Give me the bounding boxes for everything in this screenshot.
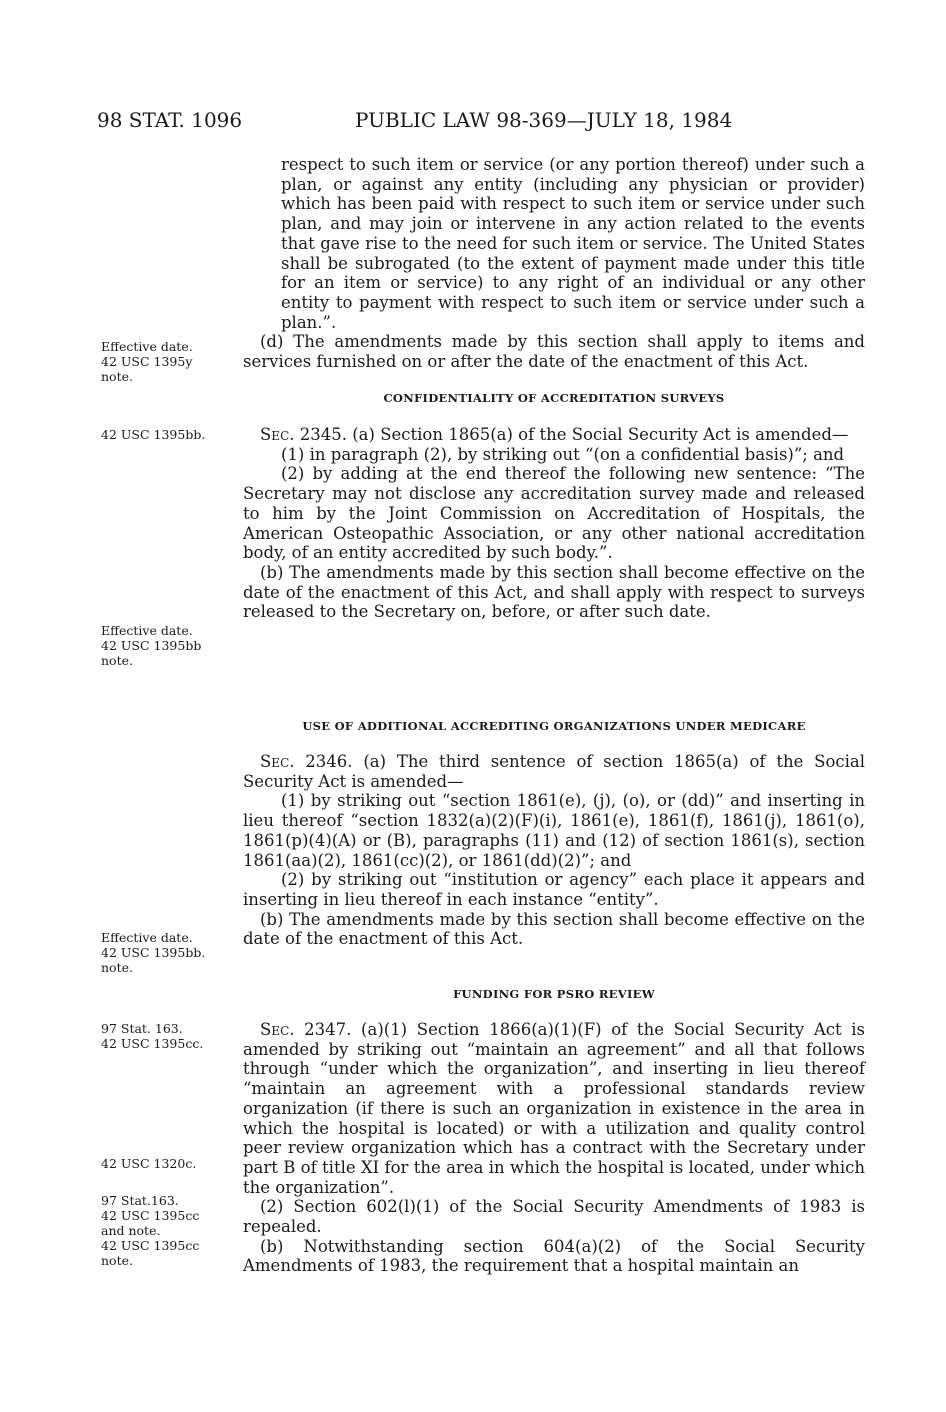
- margin-line: 42 USC 1395bb.: [101, 945, 206, 960]
- section-2346: [243, 752, 865, 949]
- paragraph-text: (b) The amendments made by this section shall become effective on the date of the enactment of this Act, and shall apply with respect to surveys released to the Secretary on, before, or after such date.: [243, 562, 865, 622]
- subsection-d: [243, 332, 865, 371]
- section-label: Sec.: [260, 425, 295, 444]
- paragraph-text: (1) by striking out “section 1861(e), (j), (o), or (dd)” and inserting in lieu thereof “section 1832(a)(2)(F)(i), 1861(e), 1861(f), 1861(j), 1861(o), 1861(p)(4)(A) or (B), paragraphs (11) and (12) of section 1861(s), section 1861(aa)(2), 1861(cc)(2), or 1861(dd)(2)”; and: [243, 791, 865, 870]
- section-label: Sec.: [260, 752, 295, 771]
- paragraph-text: (1) in paragraph (2), by striking out “(on a confidential basis)”; and: [281, 444, 845, 464]
- margin-line: 42 USC 1395cc: [101, 1238, 200, 1253]
- section-2347: [243, 1020, 865, 1276]
- paragraph-text: 2346. (a) The third sentence of section 1865(a) of the Social Security Act is amended—: [243, 752, 866, 791]
- margin-line: note.: [101, 960, 133, 975]
- margin-line: note.: [101, 1253, 133, 1268]
- margin-note-effective-date-3: [101, 930, 231, 975]
- paragraph-text: (d) The amendments made by this section shall apply to items and services furnished on or after the date of the enactment of this Act.: [243, 332, 865, 372]
- margin-note-effective-date-2: [101, 623, 231, 668]
- margin-line: Effective date.: [101, 930, 193, 945]
- margin-line: 42 USC 1395bb: [101, 638, 202, 653]
- paragraph-text: (2) by adding at the end thereof the following new sentence: “The Secretary may not disclose any accreditation survey made and released to him by the Joint Commission on Accreditation of Hospitals, the American Osteopathic Association, or any other national accreditation body, of an entity accredited by such body.”.: [243, 464, 865, 563]
- paragraph-text: (2) by striking out “institution or agency” each place it appears and inserting in lieu thereof in each instance “entity”.: [243, 870, 865, 909]
- margin-line: Effective date.: [101, 623, 193, 638]
- paragraph-text: 2347. (a)(1) Section 1866(a)(1)(F) of the Social Security Act is amended by striking out “maintain an agreement” and all that follows through “under which the organization”, and inserting in lieu thereof “maintain an agreement with a professional standards review organization (if there is such an organization in existence in the area in which the hospital is located) or with a utilization and quality control peer review organization which has a contract with the Secretary under part B of title XI for the area in which the hospital is located, under which the organization”.: [243, 1020, 866, 1197]
- margin-line: Effective date.: [101, 339, 193, 354]
- paragraph-text: (b) The amendments made by this section shall become effective on the date of the enactment of this Act.: [243, 909, 865, 949]
- margin-note-effective-date-1: [101, 339, 231, 384]
- margin-line: note.: [101, 369, 133, 384]
- margin-line: 42 USC 1395cc: [101, 1208, 200, 1223]
- continued-paragraph: [243, 155, 865, 372]
- heading-confidentiality: CONFIDENTIALITY OF ACCREDITATION SURVEYS: [383, 391, 725, 405]
- margin-line: 42 USC 1395cc.: [101, 1036, 204, 1051]
- margin-line: note.: [101, 653, 133, 668]
- margin-note-usc-1395bb: [101, 427, 231, 442]
- margin-line: and note.: [101, 1223, 161, 1238]
- paragraph-text: (2) Section 602(l)(1) of the Social Security Amendments of 1983 is repealed.: [243, 1197, 865, 1237]
- margin-line: 42 USC 1320c.: [101, 1156, 197, 1171]
- margin-note-97-stat-163-b: [101, 1193, 231, 1268]
- margin-line: 42 USC 1395y: [101, 354, 193, 369]
- heading-funding-psro: FUNDING FOR PSRO REVIEW: [453, 987, 655, 1001]
- margin-note-usc-1320c: [101, 1156, 231, 1171]
- paragraph-text: (b) Notwithstanding section 604(a)(2) of the Social Security Amendments of 1983, the requirement that a hospital maintain an: [243, 1236, 865, 1276]
- margin-line: 97 Stat. 163.: [101, 1021, 183, 1036]
- section-2345: [243, 425, 865, 622]
- margin-line: 97 Stat.163.: [101, 1193, 179, 1208]
- page-running-title: PUBLIC LAW 98-369—JULY 18, 1984: [355, 108, 733, 132]
- section-label: Sec.: [260, 1020, 295, 1039]
- heading-additional-accrediting: USE OF ADDITIONAL ACCREDITING ORGANIZATIONS UNDER MEDICARE: [302, 719, 806, 733]
- page-stat-number: 98 STAT. 1096: [97, 108, 243, 132]
- paragraph-text: 2345. (a) Section 1865(a) of the Social Security Act is amended—: [299, 425, 849, 444]
- margin-note-97-stat-163: [101, 1021, 231, 1051]
- paragraph-text: respect to such item or service (or any portion thereof) under such a plan, or against any entity (including any physician or provider) which has been paid with respect to such item or service under such plan, and may join or intervene in any action related to the events that gave rise to the need for such item or service. The United States shall be subrogated (to the extent of payment made under this title for an item or service) to any right of an individual or any other entity to payment with respect to such item or service under such a plan.”.: [281, 155, 865, 332]
- margin-line: 42 USC 1395bb.: [101, 427, 206, 442]
